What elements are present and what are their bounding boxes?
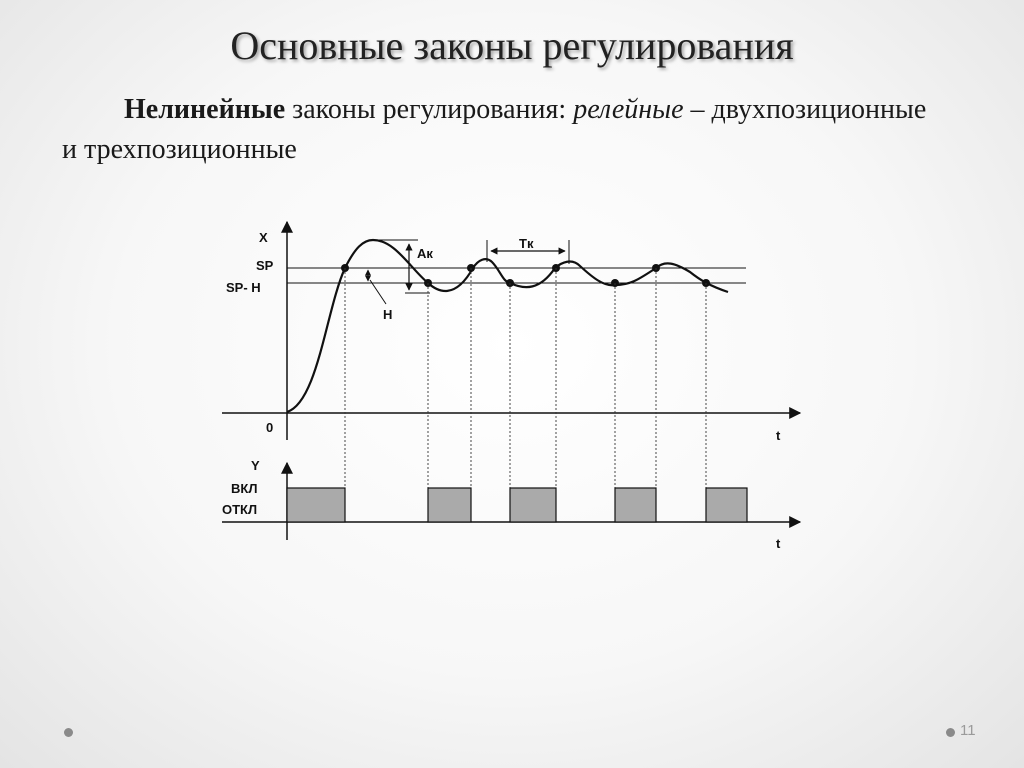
relay-pulse	[428, 488, 471, 522]
lower-y-axis-label: Y	[251, 458, 260, 473]
subtitle-rest: – двухпозиционные и трехпозиционные	[62, 94, 927, 165]
subtitle-italic: релейные	[573, 94, 684, 125]
on-label: ВКЛ	[231, 481, 258, 496]
origin-label: 0	[266, 420, 274, 435]
slide-title: Основные законы регулирования	[230, 23, 794, 68]
page-number: 11	[960, 722, 976, 739]
subtitle-normal: законы регулирования:	[285, 94, 574, 125]
relay-pulse	[706, 488, 747, 522]
setpoint-label: SP	[256, 258, 274, 273]
relay-pulse	[615, 488, 656, 522]
period-label: Tк	[519, 236, 534, 251]
hysteresis-label: H	[383, 307, 393, 322]
upper-x-axis-label: t	[776, 428, 781, 443]
hysteresis-marker	[368, 270, 386, 304]
relay-pulse	[287, 488, 345, 522]
upper-y-axis-label: X	[259, 230, 268, 245]
switch-points	[341, 264, 710, 287]
lower-chart	[222, 458, 800, 551]
off-label: ОТКЛ	[222, 502, 258, 517]
relay-pulses	[287, 488, 747, 522]
lower-x-axis-label: t	[776, 536, 781, 551]
subtitle-bold: Нелинейные	[124, 94, 286, 125]
process-curve	[287, 240, 728, 412]
footer-dot-left	[64, 728, 73, 737]
footer-dot-right	[946, 728, 955, 737]
relay-pulse	[510, 488, 556, 522]
amplitude-label: Aк	[417, 246, 433, 261]
projection-lines	[345, 268, 706, 522]
upper-chart	[222, 222, 800, 522]
lower-threshold-label: SP- H	[226, 280, 261, 295]
